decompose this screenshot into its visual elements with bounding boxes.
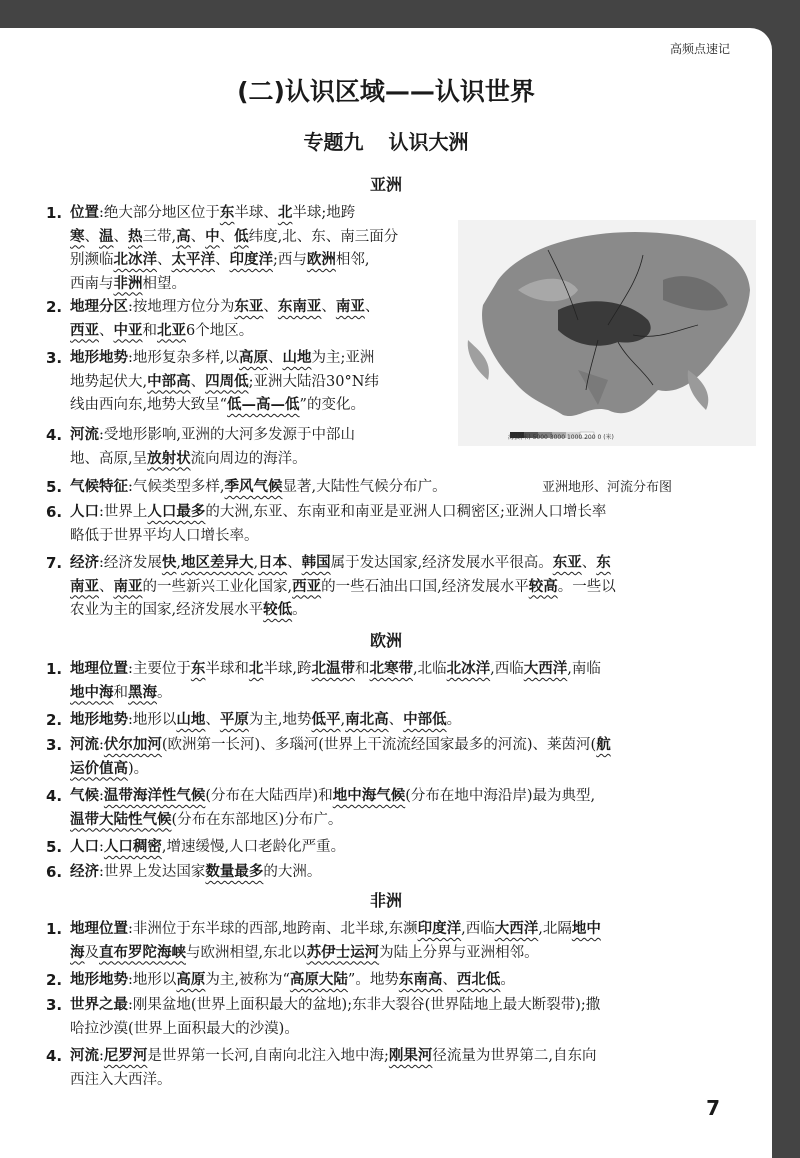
item-number: 2.	[46, 711, 63, 729]
item-text: 、	[581, 555, 597, 571]
item-text: ,南临	[567, 661, 601, 677]
item-text: 半球;地跨	[292, 205, 356, 221]
item-text: :世界上	[99, 504, 148, 520]
key-term: 尼罗河	[103, 1048, 148, 1064]
item-label: 气候	[70, 788, 99, 804]
key-term: 南北高	[345, 712, 389, 728]
item-text: 的大洲,东亚、东南亚和南亚是亚洲人口稠密区;亚洲人口增长率	[205, 504, 607, 520]
item-text: 和	[142, 322, 157, 339]
item-text: :	[99, 839, 104, 855]
asia-item	[46, 501, 750, 548]
item-text: 半球,跨	[263, 661, 312, 677]
item-text: 、	[287, 555, 302, 571]
key-term: 西亚	[292, 578, 322, 595]
item-text: 地、高原,呈	[70, 450, 148, 467]
item-text: :绝大部分地区位于	[99, 205, 220, 221]
item-text: 、	[219, 228, 235, 245]
item-text: ;西与	[273, 252, 307, 268]
key-term: 伏尔加河	[103, 737, 162, 753]
item-text: 、	[190, 228, 206, 245]
key-term: 温	[99, 228, 114, 245]
key-term: 北	[277, 205, 293, 221]
africa-item	[46, 994, 750, 1041]
item-text: (分布在地中海沿岸)最为典型,	[405, 788, 596, 804]
item-label: 河流	[70, 1048, 99, 1064]
item-text: :气候类型多样,	[128, 479, 225, 495]
topic-title: 专题九 认识大洲	[303, 130, 469, 154]
item-label: 人口	[70, 839, 99, 855]
key-term: 数量最多	[205, 864, 264, 880]
item-text: 西注入大西洋。	[70, 1071, 172, 1088]
item-text: 略低于世界平均人口增长率。	[70, 527, 259, 544]
item-text: (分布在大陆西岸)和	[205, 788, 333, 804]
key-term: 人口最多	[147, 504, 206, 520]
key-term: 低	[234, 228, 249, 245]
header-label: 高频点速记	[669, 42, 730, 56]
item-text: ,增速缓慢,人口老龄化严重。	[161, 839, 346, 855]
section-title-asia: 亚洲	[369, 175, 402, 194]
map-legend-text: 海拔(米) 5000 3000 1000 200 0 (米)	[508, 434, 614, 441]
item-text: 哈拉沙漠(世界上面积最大的沙漠)。	[70, 1020, 299, 1037]
key-term: 东	[596, 555, 611, 571]
item-number: 5.	[46, 838, 63, 856]
item-text: 相邻,	[335, 252, 370, 268]
item-text: 、	[113, 228, 128, 245]
item-text: 、	[388, 712, 404, 728]
key-term: 山地	[282, 350, 312, 366]
key-term: 南亚	[113, 578, 143, 595]
item-text: 和	[113, 684, 128, 701]
item-text: 半球和	[205, 661, 249, 677]
item-text: 、	[442, 972, 457, 988]
key-term: 温带大陆性气候	[70, 811, 172, 828]
key-term: 较低	[263, 602, 293, 618]
item-text: :主要位于	[128, 661, 191, 677]
item-number: 5.	[46, 478, 63, 496]
key-term: 放射状	[147, 450, 191, 467]
item-text: 为陆上分界与亚洲相邻。	[379, 944, 539, 961]
asia-item	[46, 347, 442, 418]
item-text: :非洲位于东半球的西部,地跨南、北半球,东濒	[128, 921, 418, 937]
item-text: )。	[128, 760, 149, 777]
item-text: 。	[157, 684, 172, 701]
africa-item	[46, 1045, 750, 1092]
key-term: 西亚	[70, 322, 99, 339]
item-text: 及	[84, 944, 99, 961]
key-term: 黑海	[128, 684, 157, 701]
item-text: 。	[292, 602, 307, 618]
key-term: 山地	[176, 712, 206, 728]
item-number: 2.	[46, 971, 63, 989]
key-term: 北亚	[157, 322, 186, 339]
item-text: 显著,大陆性气候分布广。	[282, 479, 447, 495]
key-term: 北温带	[311, 661, 355, 677]
key-term: 四周低	[205, 373, 249, 390]
europe-item	[46, 785, 750, 832]
item-text: 相望。	[142, 275, 186, 292]
item-text: 农业为主的国家,经济发展水平	[70, 602, 264, 618]
key-term: 地中	[571, 921, 601, 937]
item-number: 7.	[46, 554, 63, 572]
main-title: (二)认识区域——认识世界	[237, 77, 535, 106]
key-term: 高原	[239, 350, 268, 366]
key-term: 北寒带	[369, 661, 413, 677]
key-term: 东亚	[552, 555, 582, 571]
item-number: 2.	[46, 298, 63, 316]
key-term: 大西洋	[523, 661, 568, 677]
item-text: :地形以	[128, 712, 177, 728]
item-text: ,北临	[413, 661, 447, 677]
key-term: 温带海洋性气候	[103, 788, 206, 804]
item-label: 世界之最	[70, 997, 128, 1013]
item-label: 河流	[70, 737, 99, 753]
item-text: 、	[215, 252, 230, 268]
item-text: 、	[321, 299, 336, 315]
key-term: 中部低	[403, 712, 447, 728]
item-text: 。	[500, 972, 515, 988]
item-text: 西南与	[70, 275, 114, 292]
item-text: 、	[190, 373, 206, 390]
key-term: 航	[596, 737, 611, 753]
key-term: 运价值高	[70, 760, 128, 777]
item-text: 地势起伏大,	[70, 373, 148, 390]
item-text: :按地理方位分为	[128, 299, 235, 315]
item-text: 和	[355, 661, 370, 677]
item-text: 、	[99, 578, 114, 595]
item-text: (分布在东部地区)分布广。	[171, 811, 343, 828]
key-term: 中亚	[113, 322, 143, 339]
item-label: 地形地势	[70, 972, 128, 988]
asia-item	[46, 202, 442, 296]
key-term: 高原大陆	[289, 972, 348, 988]
key-term: 地区差异大	[181, 555, 254, 571]
item-text: 径流量为世界第二,自东向	[432, 1048, 597, 1064]
item-number: 3.	[46, 736, 63, 754]
item-text: 6个地区。	[186, 322, 254, 339]
item-text: 为主,地势	[248, 712, 312, 728]
item-text: 别濒临	[70, 252, 114, 268]
key-term: 地中海气候	[332, 788, 406, 804]
item-text: ,西临	[490, 661, 524, 677]
key-term: 地中海	[70, 684, 114, 701]
key-term: 北	[248, 661, 264, 677]
key-term: 高	[176, 228, 191, 245]
item-text: 、	[99, 322, 114, 339]
key-term: 北冰洋	[113, 252, 157, 268]
europe-item	[46, 658, 750, 705]
key-term: 大西洋	[494, 921, 539, 937]
section-title-africa: 非洲	[369, 891, 402, 910]
asia-item	[46, 296, 442, 343]
key-term: 印度洋	[417, 921, 462, 937]
item-text: 的一些石油出口国,经济发展水平	[321, 578, 529, 595]
key-term: 苏伊士运河	[306, 944, 380, 961]
item-text: 。	[446, 712, 462, 728]
key-term: 东	[219, 205, 235, 221]
key-term: 直布罗陀海峡	[99, 944, 186, 961]
asia-item	[46, 424, 442, 471]
key-term: 东南高	[398, 972, 443, 988]
key-term: 东南亚	[277, 299, 322, 315]
europe-item	[46, 861, 750, 885]
item-text: ,	[253, 555, 259, 571]
africa-item	[46, 918, 750, 965]
item-text: 、	[268, 350, 283, 366]
item-text: :	[99, 737, 104, 753]
item-text: ,	[340, 712, 346, 728]
item-text: :受地形影响,亚洲的大河多发源于中部山	[99, 427, 355, 443]
section-title-europe: 欧洲	[369, 631, 402, 650]
key-term: 较高	[528, 578, 558, 595]
item-text: :地形复杂多样,以	[128, 350, 239, 366]
key-term: 东	[190, 661, 206, 677]
item-number: 4.	[46, 1047, 63, 1065]
key-term: 季风气候	[224, 479, 283, 495]
key-term: 热	[128, 228, 143, 245]
item-label: 人口	[70, 504, 99, 520]
item-text: 纬度,北、东、南三面分	[248, 228, 399, 245]
item-text: 线由西向东,地势大致呈“	[70, 397, 228, 413]
item-text: :	[99, 1048, 104, 1064]
item-number: 4.	[46, 787, 63, 805]
key-term: 太平洋	[171, 252, 215, 268]
item-number: 1.	[46, 660, 63, 678]
key-term: 日本	[258, 555, 288, 571]
key-term: 印度洋	[229, 252, 273, 268]
key-term: 西北低	[456, 972, 501, 988]
item-text: ,西临	[461, 921, 495, 937]
item-text: 、	[157, 252, 172, 268]
item-number: 3.	[46, 996, 63, 1014]
item-text: 、	[84, 228, 99, 245]
europe-item	[46, 734, 750, 781]
key-term: 东亚	[234, 299, 264, 315]
key-term: 韩国	[301, 555, 331, 571]
item-label: 地理分区	[70, 299, 128, 315]
page	[0, 28, 772, 1158]
item-number: 6.	[46, 863, 63, 881]
item-label: 气候特征	[70, 479, 128, 495]
europe-item	[46, 836, 750, 860]
africa-item	[46, 969, 750, 993]
item-label: 地形地势	[70, 350, 128, 366]
item-text: :	[99, 788, 104, 804]
item-text: 三带,	[142, 228, 177, 245]
item-text: :地形以	[128, 972, 177, 988]
item-text: 。一些以	[557, 578, 616, 595]
key-term: 北冰洋	[446, 661, 491, 677]
item-text: 的一些新兴工业化国家,	[142, 578, 293, 595]
key-term: 低—高—低	[227, 397, 300, 413]
item-text: ”的变化。	[299, 397, 365, 413]
key-term: 快	[161, 555, 177, 571]
item-label: 经济	[70, 864, 99, 880]
key-term: 刚果河	[388, 1048, 433, 1064]
key-term: 低平	[311, 712, 341, 728]
asia-item	[46, 552, 750, 623]
item-number: 6.	[46, 503, 63, 521]
item-number: 1.	[46, 204, 63, 222]
key-term: 海	[70, 944, 85, 961]
europe-item	[46, 709, 750, 733]
item-text: :经济发展	[99, 555, 162, 571]
item-number: 4.	[46, 426, 63, 444]
key-term: 人口稠密	[103, 839, 162, 855]
item-label: 位置	[70, 205, 99, 221]
item-text: ,	[176, 555, 181, 571]
asia-terrain-map	[458, 220, 756, 446]
key-term: 中	[205, 228, 220, 245]
key-term: 寒	[70, 228, 85, 245]
item-text: ,北隔	[538, 921, 572, 937]
item-text: 为主;亚洲	[311, 350, 375, 366]
item-label: 经济	[70, 555, 99, 571]
key-term: 南亚	[70, 578, 99, 595]
item-text: 半球、	[234, 205, 278, 221]
item-text: 的大洲。	[263, 864, 322, 880]
item-text: :世界上发达国家	[99, 864, 206, 880]
item-text: ;亚洲大陆沿30°N纬	[248, 373, 379, 390]
item-number: 1.	[46, 920, 63, 938]
item-text: 流向周边的海洋。	[190, 450, 307, 467]
item-label: 河流	[70, 427, 99, 443]
key-term: 中部高	[147, 373, 191, 390]
item-text: ”。地势	[347, 972, 399, 988]
item-text: 、	[263, 299, 278, 315]
page-number: 7	[706, 1096, 720, 1120]
key-term: 欧洲	[306, 252, 336, 268]
item-text: 、	[364, 299, 380, 315]
item-text: 属于发达国家,经济发展水平很高。	[330, 555, 553, 571]
item-label: 地理位置	[70, 921, 128, 937]
item-label: 地理位置	[70, 661, 128, 677]
item-text: 为主,被称为“	[205, 972, 290, 988]
item-number: 3.	[46, 349, 63, 367]
item-text: 与欧洲相望,东北以	[186, 944, 307, 961]
map-caption: 亚洲地形、河流分布图	[541, 480, 672, 495]
item-text: 是世界第一长河,自南向北注入地中海;	[147, 1048, 389, 1064]
key-term: 非洲	[113, 275, 143, 292]
key-term: 高原	[176, 972, 206, 988]
item-label: 地形地势	[70, 712, 128, 728]
key-term: 南亚	[335, 299, 365, 315]
item-text: :刚果盆地(世界上面积最大的盆地);东非大裂谷(世界陆地上最大断裂带);撒	[128, 997, 601, 1013]
item-text: 、	[205, 712, 220, 728]
item-text: (欧洲第一长河)、多瑙河(世界上干流流经国家最多的河流)、莱茵河(	[161, 737, 597, 753]
key-term: 平原	[219, 712, 249, 728]
